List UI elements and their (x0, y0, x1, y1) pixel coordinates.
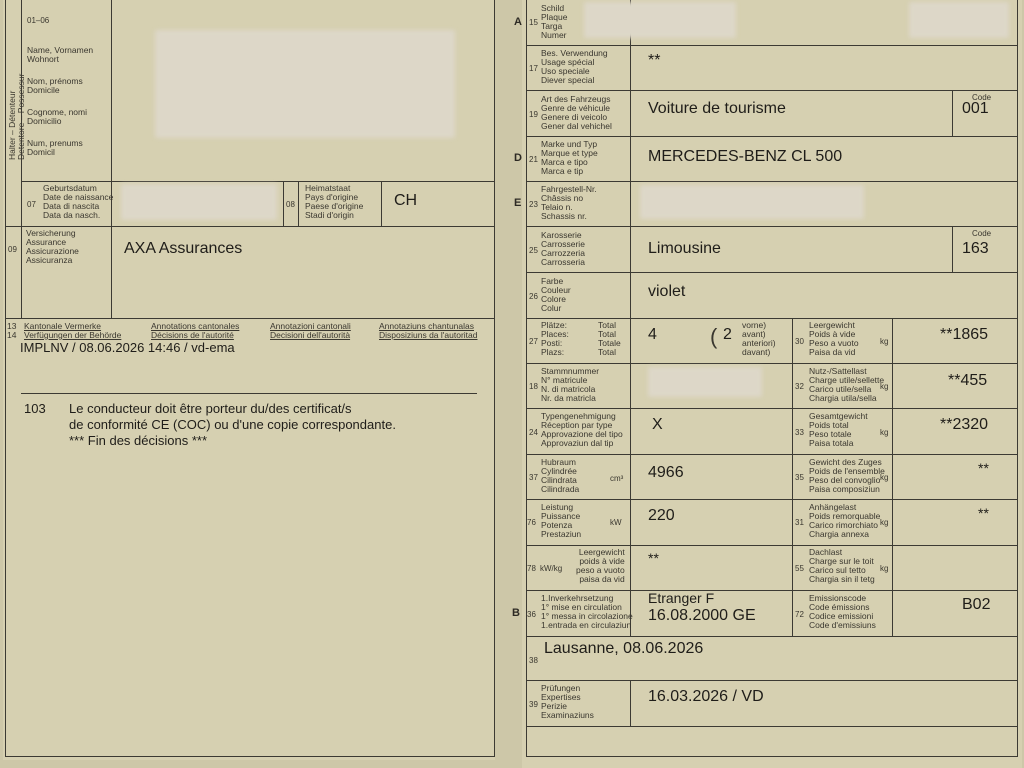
redacted-plate (584, 2, 736, 38)
field-number-19: 19 (529, 110, 538, 119)
empty-weight-unit: kg (880, 337, 889, 346)
redacted-birthdate (121, 184, 277, 220)
body-labels: Karosserie Carrosserie Carrozzeria Carrosseria (541, 230, 585, 267)
field-number-78: 78 (527, 564, 536, 573)
annotations-rm: Annotaziuns chantunalas Disposiziuns da l'autoritad (379, 321, 478, 340)
train-weight-unit: kg (880, 473, 889, 482)
birthdate-labels: Geburtsdatum Date de naissance Data di nascita Data da nasch. (43, 183, 114, 220)
origin-labels: Heimatstaat Pays d'origine Paese d'origine Stadi d'origin (305, 183, 364, 220)
roof-load-labels: Dachlast Charge sur le toit Carico sul tetto Chargia sin il tetg (809, 547, 875, 584)
origin-value: CH (394, 192, 418, 209)
insurance-labels: Versicherung Assurance Assicurazione Assicuranza (26, 228, 79, 265)
power-value: 220 (648, 507, 675, 524)
insurance-value: AXA Assurances (124, 240, 243, 257)
vehicle-type-labels: Art des Fahrzeugs Genre de véhicule Genere di veicolo Gener dal vehichel (541, 94, 612, 131)
seats-front-labels: vorne) avant) anteriori) davant) (742, 320, 776, 357)
left-page (3, 0, 495, 760)
make-value: MERCEDES-BENZ CL 500 (648, 148, 843, 165)
field-number-30: 30 (795, 337, 804, 346)
annotations-de: Kantonale Vermerke Verfügungen der Behörde (24, 321, 122, 340)
vehicle-type-code-label: Code (972, 93, 992, 102)
colour-value: violet (648, 283, 686, 300)
empty-weight-labels: Leergewicht Poids à vide Peso a vuoto Paisa da vid (809, 320, 859, 357)
letter-d: D (514, 152, 522, 164)
inspection-labels: Prüfungen Expertises Perizie Examinaziuns (541, 683, 594, 720)
power-labels: Leistung Puissance Potenza Prestaziun (541, 502, 582, 539)
special-use-labels: Bes. Verwendung Usage spécial Uso speciale Diever special (541, 48, 608, 85)
displacement-unit: cm³ (610, 474, 624, 483)
redacted-matricule (648, 367, 762, 397)
payload-labels: Nutz-/Sattellast Charge utile/sellette Carico utile/sella Chargia utila/sella (809, 366, 885, 403)
field-number-32: 32 (795, 382, 804, 391)
field-number-76: 76 (527, 518, 536, 527)
chassis-labels: Fahrgestell-Nr. Châssis no Telaio n. Schassis nr. (541, 184, 597, 221)
seats-value: 4 (648, 326, 657, 343)
field-number-17: 17 (529, 64, 538, 73)
power-unit: kW (610, 518, 622, 527)
total-weight-value: **2320 (940, 416, 989, 433)
field-number-39: 39 (529, 700, 538, 709)
towing-unit: kg (880, 518, 889, 527)
field-number-27: 27 (529, 337, 538, 346)
make-labels: Marke und Typ Marque et type Marca e tipo Marca e tip (541, 139, 598, 176)
payload-unit: kg (880, 382, 889, 391)
authority-stamp: IMPLNV / 08.06.2026 14:46 / vd-ema (20, 340, 235, 355)
vehicle-type-value: Voiture de tourisme (648, 100, 786, 117)
power-weight-value: ** (648, 550, 659, 566)
matricule-labels: Stammnummer N° matricule N. di matricola Nr. da matricla (541, 366, 600, 403)
decision-text: Le conducteur doit être porteur du/des certificat/s de conformité CE (COC) ou d'une copie correspondante. *** Fin des décisions *** (69, 401, 396, 448)
colour-labels: Farbe Couleur Colore Colur (541, 276, 571, 313)
vehicle-type-code: 001 (962, 100, 989, 117)
field-number-23: 23 (529, 200, 538, 209)
annotations-fr: Annotations cantonales Décisions de l'autorité (151, 321, 240, 340)
field-number-33: 33 (795, 428, 804, 437)
body-code-label: Code (972, 229, 992, 238)
type-approval-value: X (652, 416, 663, 433)
holder-labels: Name, Vornamen Wohnort Nom, prénoms Domicile Cognome, nomi Domicilio Num, prenums Domicil (27, 45, 94, 157)
first-registration-origin: Etranger F (648, 590, 715, 606)
field-number-08: 08 (286, 200, 295, 209)
field-number-15: 15 (529, 18, 538, 27)
field-number-13-14: 13 14 (7, 321, 17, 340)
towing-value: ** (978, 505, 989, 521)
field-number-31: 31 (795, 518, 804, 527)
field-number-01-06: 01–06 (27, 16, 50, 25)
field-number-72: 72 (795, 610, 804, 619)
total-weight-unit: kg (880, 428, 889, 437)
annotations-it: Annotazioni cantonali Decisioni dell'autorità (270, 321, 351, 340)
emission-code-labels: Emissionscode Code émissions Codice emissioni Code d'emissiuns (809, 593, 876, 630)
field-number-18: 18 (529, 382, 538, 391)
field-number-09: 09 (8, 245, 17, 254)
redacted-holder-name (155, 30, 455, 138)
field-number-37: 37 (529, 473, 538, 482)
total-weight-labels: Gesamtgewicht Poids total Peso totale Paisa totala (809, 411, 868, 448)
field-number-21: 21 (529, 155, 538, 164)
first-registration-labels: 1.Inverkehrsetzung 1° mise en circulation 1° messa in circolazione 1.entrada en circulaziun (541, 593, 633, 630)
field-number-26: 26 (529, 292, 538, 301)
field-number-36: 36 (527, 610, 536, 619)
power-weight-labels: Leergewicht poids à vide peso a vuoto paisa da vid (576, 547, 625, 584)
letter-a: A (514, 16, 522, 28)
redacted-plate-right (909, 2, 1009, 38)
empty-weight-value: **1865 (940, 326, 989, 343)
field-number-35: 35 (795, 473, 804, 482)
train-weight-value: ** (978, 460, 989, 476)
inspection-value: 16.03.2026 / VD (648, 688, 764, 705)
special-use-value: ** (648, 52, 661, 69)
displacement-value: 4966 (648, 464, 684, 481)
displacement-labels: Hubraum Cylindrée Cilindrata Cilindrada (541, 457, 580, 494)
redacted-chassis (640, 185, 864, 219)
field-number-07: 07 (27, 200, 36, 209)
type-approval-labels: Typengenehmigung Réception par type Approvazione del tipo Approvaziun dal tip (541, 411, 623, 448)
power-weight-unit: kW/kg (540, 564, 563, 573)
field-number-55: 55 (795, 564, 804, 573)
seats-front-value: 2 (723, 326, 732, 343)
holder-vertical-label: Halter – Détenteur Detentore – Possessur (7, 73, 26, 160)
payload-value: **455 (948, 372, 988, 389)
towing-labels: Anhängelast Poids remorquable Carico rimorchiato Chargia annexa (809, 502, 881, 539)
body-value: Limousine (648, 240, 721, 257)
train-weight-labels: Gewicht des Zuges Poids de l'ensemble Peso del convoglio Paisa composiziun (809, 457, 885, 494)
first-registration-date: 16.08.2000 GE (648, 607, 756, 624)
decision-code: 103 (24, 401, 46, 416)
seats-total-labels: Total Total Totale Total (598, 320, 621, 357)
seats-front-paren: ( (710, 324, 718, 349)
letter-e: E (514, 197, 522, 209)
roof-load-unit: kg (880, 564, 889, 573)
letter-b: B (512, 607, 520, 619)
emission-code-value: B02 (962, 596, 991, 613)
place-date-value: Lausanne, 08.06.2026 (544, 640, 704, 657)
field-number-38: 38 (529, 656, 538, 665)
seats-labels: Plätze: Places: Posti: Plazs: (541, 320, 569, 357)
plate-labels: Schild Plaque Targa Numer (541, 3, 568, 40)
field-number-24: 24 (529, 428, 538, 437)
field-number-25: 25 (529, 246, 538, 255)
body-code: 163 (962, 240, 989, 257)
